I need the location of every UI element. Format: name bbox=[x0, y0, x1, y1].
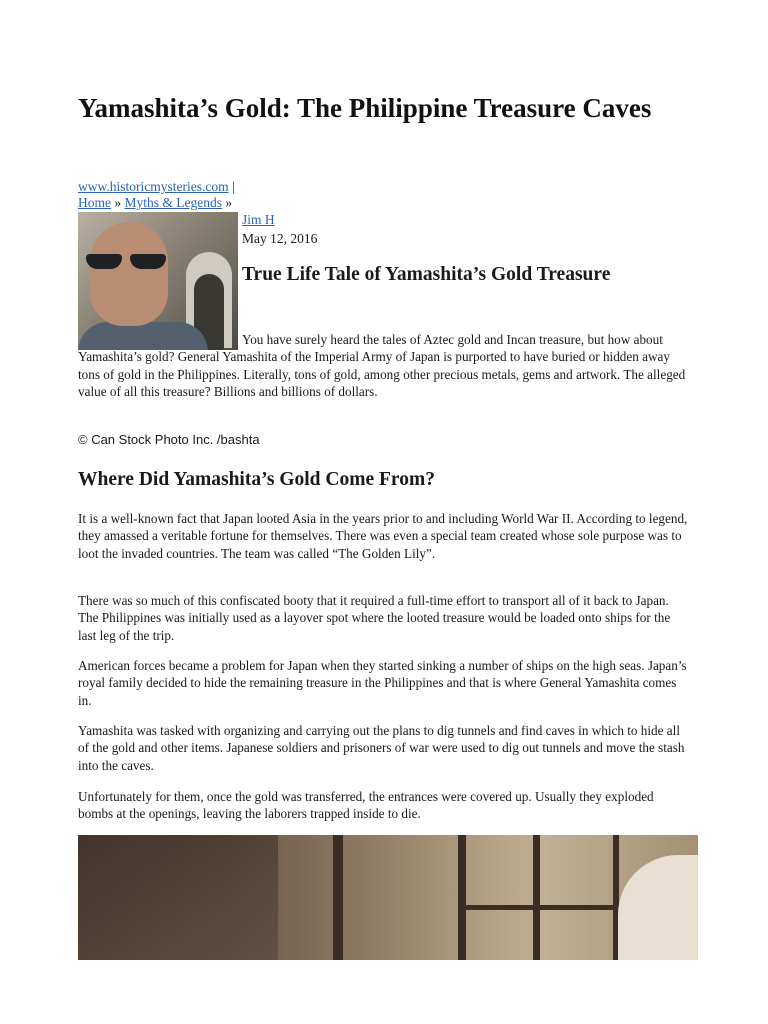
article-meta bbox=[78, 179, 235, 211]
breadcrumb bbox=[78, 195, 235, 211]
paragraph: American forces became a problem for Japan when they started sinking a number of ships on the high seas. Japan’s royal family decided to hide the remaining treasure in the Philippines and that is where General Yamashita comes in. bbox=[78, 658, 687, 708]
article-title: Yamashita’s Gold: The Philippine Treasure Caves bbox=[78, 93, 652, 123]
site-line bbox=[78, 179, 235, 195]
article-subtitle: True Life Tale of Yamashita’s Gold Treasure bbox=[242, 264, 611, 285]
site-link[interactable]: www.historicmysteries.com bbox=[78, 179, 229, 194]
breadcrumb-separator-end: » bbox=[222, 195, 233, 210]
section-heading: Where Did Yamashita’s Gold Come From? bbox=[78, 469, 435, 490]
intro-paragraph: You have surely heard the tales of Aztec gold and Incan treasure, but how about Yamashita’s gold? General Yamashita of the Imperial Army of Japan is purported to have buried or hidden away tons of gold in the Philippines. Literally, tons of gold, among other precious metals, gems and artwork. The alleged value of all this treasure? Billions and billions of dollars. bbox=[78, 332, 686, 399]
paragraph: There was so much of this confiscated booty that it required a full-time effort to transport all of it back to Japan. The Philippines was initially used as a layover spot where the looted treasure would be loaded onto ships for the last leg of the trip. bbox=[78, 593, 671, 643]
historic-photo bbox=[78, 835, 698, 960]
photo-credit: © Can Stock Photo Inc. /bashta bbox=[78, 432, 260, 447]
site-separator: | bbox=[228, 179, 235, 194]
breadcrumb-category-link[interactable]: Myths & Legends bbox=[124, 195, 222, 210]
publish-date: May 12, 2016 bbox=[242, 231, 318, 246]
breadcrumb-home-link[interactable]: Home bbox=[78, 195, 111, 210]
author-link[interactable]: Jim H bbox=[242, 212, 275, 227]
author-name bbox=[242, 212, 275, 228]
paragraph: Unfortunately for them, once the gold was transferred, the entrances were covered up. Usually they exploded bombs at the openings, leaving the laborers trapped inside to die. bbox=[78, 789, 654, 822]
paragraph: It is a well-known fact that Japan looted Asia in the years prior to and including World War II. According to legend, they amassed a veritable fortune for themselves. There was even a special team created whose sole purpose was to loot the invaded countries. The team was called “The Golden Lily”. bbox=[78, 511, 688, 561]
breadcrumb-separator: » bbox=[111, 195, 125, 210]
paragraph: Yamashita was tasked with organizing and carrying out the plans to dig tunnels and find caves in which to hide all of the gold and other items. Japanese soldiers and prisoners of war were used to dig out tunnels and move the stash into the caves. bbox=[78, 723, 685, 773]
author-photo bbox=[78, 212, 238, 350]
